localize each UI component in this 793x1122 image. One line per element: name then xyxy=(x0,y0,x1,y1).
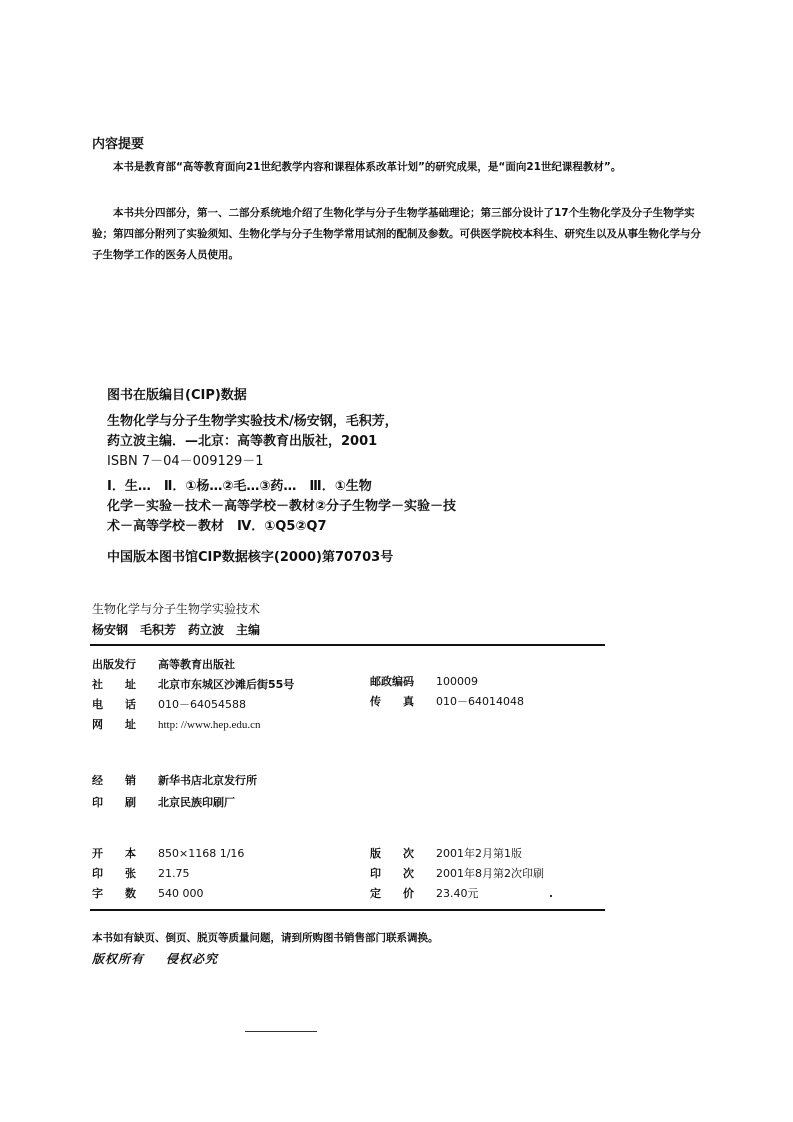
phone-label: 电 话 xyxy=(92,698,136,711)
website-label: 网 址 xyxy=(92,718,136,731)
words-value: 540 000 xyxy=(158,887,204,900)
format-label: 开 本 xyxy=(92,847,136,860)
summary-paragraph-1: 本书是教育部“高等教育面向21世纪教学内容和课程体系改革计划”的研究成果，是“面向21世纪课程教材”。 xyxy=(113,161,622,173)
distributor-value: 新华书店北京发行所 xyxy=(158,774,257,787)
price-value: 23.40元 xyxy=(436,887,479,900)
publisher-value: 高等教育出版社 xyxy=(158,658,235,671)
printer-label: 印 刷 xyxy=(92,796,136,809)
words-label: 字 数 xyxy=(92,887,136,900)
distributor-row xyxy=(92,772,257,790)
edition-row xyxy=(370,845,522,863)
printing-label: 印 次 xyxy=(370,867,414,880)
postcode-row xyxy=(370,673,478,691)
address-value: 北京市东城区沙滩后街55号 xyxy=(158,678,295,691)
scan-dot xyxy=(550,895,552,897)
summary-heading: 内容提要 xyxy=(92,137,145,152)
sheets-label: 印 张 xyxy=(92,867,136,880)
cip-line-1: 生物化学与分子生物学实验技术/杨安钢，毛积芳， xyxy=(107,414,398,429)
edition-value: 2001年2月第1版 xyxy=(436,847,522,860)
format-row xyxy=(92,845,244,863)
printer-value: 北京民族印刷厂 xyxy=(158,796,235,809)
cip-isbn: ISBN 7－04－009129－1 xyxy=(107,454,264,469)
sheets-value: 21.75 xyxy=(158,867,190,880)
format-value: 850×1168 1/16 xyxy=(158,847,245,860)
price-row xyxy=(370,885,479,903)
book-title: 生物化学与分子生物学实验技术 xyxy=(92,602,261,616)
postcode-value: 100009 xyxy=(436,675,478,688)
fax-label: 传 真 xyxy=(370,695,414,708)
cip-line-6: 术－高等学校－教材 Ⅳ．①Q5②Q7 xyxy=(107,519,327,534)
printing-value: 2001年8月第2次印刷 xyxy=(436,867,544,880)
fax-row xyxy=(370,693,524,711)
rights-left: 版权所有 xyxy=(92,952,145,966)
quality-note: 本书如有缺页、倒页、脱页等质量问题，请到所购图书销售部门联系调换。 xyxy=(92,932,439,944)
fax-value: 010－64014048 xyxy=(436,695,524,708)
website-row xyxy=(92,716,261,734)
printing-row xyxy=(370,865,544,883)
rights-notice xyxy=(92,950,240,967)
phone-value: 010－64054588 xyxy=(158,698,246,711)
address-row xyxy=(92,676,294,694)
publisher-row xyxy=(92,656,235,674)
cip-line-5: 化学－实验－技术－高等学校－教材②分子生物学－实验－技 xyxy=(107,499,457,514)
price-label: 定 价 xyxy=(370,887,414,900)
rights-right: 侵权必究 xyxy=(166,952,219,966)
divider-top xyxy=(90,644,605,646)
website-link[interactable]: http: //www.hep.edu.cn xyxy=(158,719,261,731)
distributor-label: 经 销 xyxy=(92,774,136,787)
sheets-row xyxy=(92,865,190,883)
publisher-label: 出版发行 xyxy=(92,658,136,671)
cip-heading: 图书在版编目(CIP)数据 xyxy=(107,388,247,403)
phone-row xyxy=(92,696,246,714)
cip-record: 中国版本图书馆CIP数据核字(2000)第70703号 xyxy=(107,550,394,565)
postcode-label: 邮政编码 xyxy=(370,675,414,688)
edition-label: 版 次 xyxy=(370,847,414,860)
address-label: 社 址 xyxy=(92,678,136,691)
divider-bottom xyxy=(90,909,605,911)
printer-row xyxy=(92,794,235,812)
summary-paragraph-2: 本书共分四部分，第一、二部分系统地介绍了生物化学与分子生物学基础理论；第三部分设计了17个生物化学及分子生物学实验；第四部分附列了实验须知、生物化学与分子生物学常用试剂的配制及参数。可供医学院校本科生、研究生以及从事生物化学与分子生物学工作的医务人员使用。 xyxy=(92,207,701,261)
words-row xyxy=(92,885,204,903)
book-authors: 杨安钢 毛积芳 药立波 主编 xyxy=(92,623,261,637)
cip-line-2: 药立波主编．—北京：高等教育出版社，2001 xyxy=(107,434,378,449)
scan-artifact xyxy=(245,1031,317,1032)
cip-line-4: Ⅰ．生… Ⅱ．①杨…②毛…③药… Ⅲ．①生物 xyxy=(107,479,372,494)
